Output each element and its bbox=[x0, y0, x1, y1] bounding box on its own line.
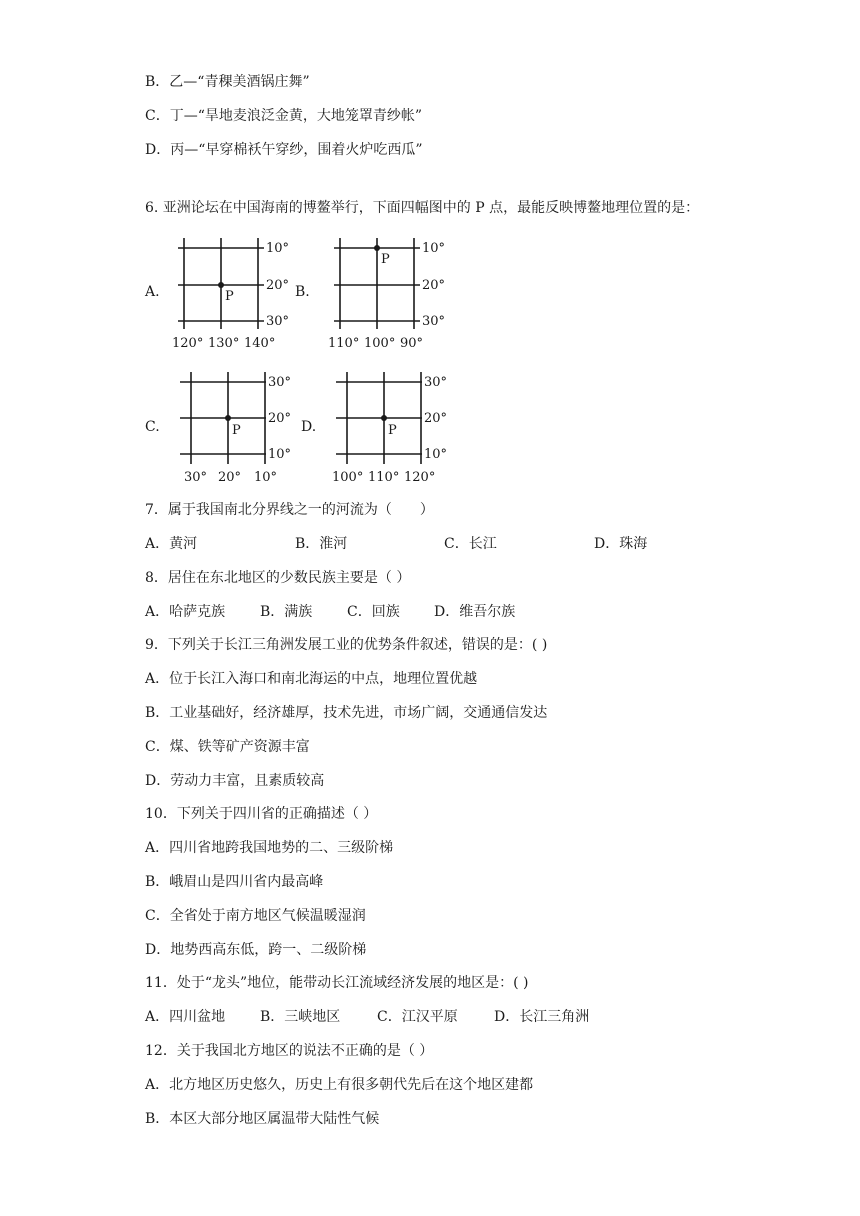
q11-stem: 11．处于“龙头”地位，能带动长江流域经济发展的地区是：( ) bbox=[145, 975, 529, 991]
q8-option-c: C．回族 bbox=[347, 604, 400, 620]
q12-stem: 12．关于我国北方地区的说法不正确的是（ ） bbox=[145, 1043, 434, 1059]
q6-a-lon-2: 130° bbox=[208, 336, 240, 351]
q6-a-lon-3: 140° bbox=[244, 336, 276, 351]
q6-option-c-label: C. bbox=[145, 419, 160, 435]
q7-option-b: B．淮河 bbox=[295, 536, 348, 552]
q9-option-d: D．劳动力丰富，且素质较高 bbox=[145, 773, 325, 789]
q5-option-d: D．丙—“早穿棉袄午穿纱，围着火炉吃西瓜” bbox=[145, 142, 423, 158]
q12-option-b: B．本区大部分地区属温带大陆性气候 bbox=[145, 1111, 380, 1127]
q6-b-lat-1: 10° bbox=[422, 241, 446, 256]
q6-b-lon-3: 90° bbox=[400, 336, 424, 351]
q6-option-d-label: D. bbox=[301, 419, 317, 435]
q6-b-lon-2: 100° bbox=[364, 336, 396, 351]
q6-d-lon-1: 100° bbox=[332, 470, 364, 485]
q10-option-a: A．四川省地跨我国地势的二、三级阶梯 bbox=[145, 840, 394, 856]
q6-grid-c bbox=[176, 368, 306, 488]
q11-option-a: A．四川盆地 bbox=[145, 1009, 226, 1025]
q6-grid-b bbox=[326, 234, 456, 354]
q11-option-b: B．三峡地区 bbox=[260, 1009, 341, 1025]
q8-option-d: D．维吾尔族 bbox=[434, 604, 516, 620]
q9-option-a: A．位于长江入海口和南北海运的中点，地理位置优越 bbox=[145, 671, 478, 687]
q6-stem: 6. 亚洲论坛在中国海南的博鳌举行，下面四幅图中的 P 点，最能反映博鳌地理位置的是： bbox=[145, 200, 700, 216]
q9-stem: 9．下列关于长江三角洲发展工业的优势条件叙述，错误的是：( ) bbox=[145, 637, 548, 653]
q6-d-lon-3: 120° bbox=[404, 470, 436, 485]
q6-a-lon-1: 120° bbox=[172, 336, 204, 351]
q10-stem: 10．下列关于四川省的正确描述（ ） bbox=[145, 806, 378, 822]
q6-b-lat-2: 20° bbox=[422, 278, 446, 293]
q8-option-b: B．满族 bbox=[260, 604, 313, 620]
q6-b-lon-1: 110° bbox=[328, 336, 360, 351]
q6-option-b-label: B. bbox=[295, 284, 310, 300]
q11-option-d: D．长江三角洲 bbox=[494, 1009, 590, 1025]
q8-option-a: A．哈萨克族 bbox=[145, 604, 226, 620]
q6-d-lon-2: 110° bbox=[368, 470, 400, 485]
q9-option-c: C．煤、铁等矿产资源丰富 bbox=[145, 739, 310, 755]
q8-stem: 8．居住在东北地区的少数民族主要是（ ） bbox=[145, 570, 411, 586]
q7-option-a: A．黄河 bbox=[145, 536, 198, 552]
q5-option-b: B．乙—“青稞美酒锅庄舞” bbox=[145, 74, 310, 90]
q10-option-b: B．峨眉山是四川省内最高峰 bbox=[145, 874, 324, 890]
q9-option-b: B．工业基础好，经济雄厚，技术先进，市场广阔，交通通信发达 bbox=[145, 705, 548, 721]
q6-d-lat-3: 10° bbox=[424, 447, 448, 462]
q6-a-lat-1: 10° bbox=[266, 241, 290, 256]
q7-option-c: C．长江 bbox=[444, 536, 497, 552]
q7-option-d: D．珠海 bbox=[594, 536, 648, 552]
q6-grid-a bbox=[170, 234, 300, 354]
q6-c-lat-1: 30° bbox=[268, 375, 292, 390]
q7-stem: 7．属于我国南北分界线之一的河流为（ ） bbox=[145, 502, 434, 518]
q11-option-c: C．江汉平原 bbox=[377, 1009, 458, 1025]
q6-c-lat-3: 10° bbox=[268, 447, 292, 462]
q10-option-d: D．地势西高东低，跨一、二级阶梯 bbox=[145, 942, 367, 958]
q10-option-c: C．全省处于南方地区气候温暖湿润 bbox=[145, 908, 366, 924]
q6-d-lat-2: 20° bbox=[424, 411, 448, 426]
q6-c-lon-2: 20° bbox=[218, 470, 242, 485]
q6-c-lon-3: 10° bbox=[254, 470, 278, 485]
q6-c-lat-2: 20° bbox=[268, 411, 292, 426]
q6-a-point: P bbox=[225, 289, 234, 304]
q6-c-lon-1: 30° bbox=[184, 470, 208, 485]
q6-d-point: P bbox=[388, 423, 397, 438]
q5-option-c: C．丁—“旱地麦浪泛金黄，大地笼罩青纱帐” bbox=[145, 108, 423, 124]
q6-d-lat-1: 30° bbox=[424, 375, 448, 390]
q6-c-point: P bbox=[232, 423, 241, 438]
q12-option-a: A．北方地区历史悠久，历史上有很多朝代先后在这个地区建都 bbox=[145, 1077, 534, 1093]
q6-a-lat-3: 30° bbox=[266, 314, 290, 329]
q6-b-lat-3: 30° bbox=[422, 314, 446, 329]
q6-grid-d bbox=[332, 368, 462, 488]
q6-option-a-label: A. bbox=[145, 284, 160, 300]
q6-a-lat-2: 20° bbox=[266, 278, 290, 293]
q6-b-point: P bbox=[381, 252, 390, 267]
